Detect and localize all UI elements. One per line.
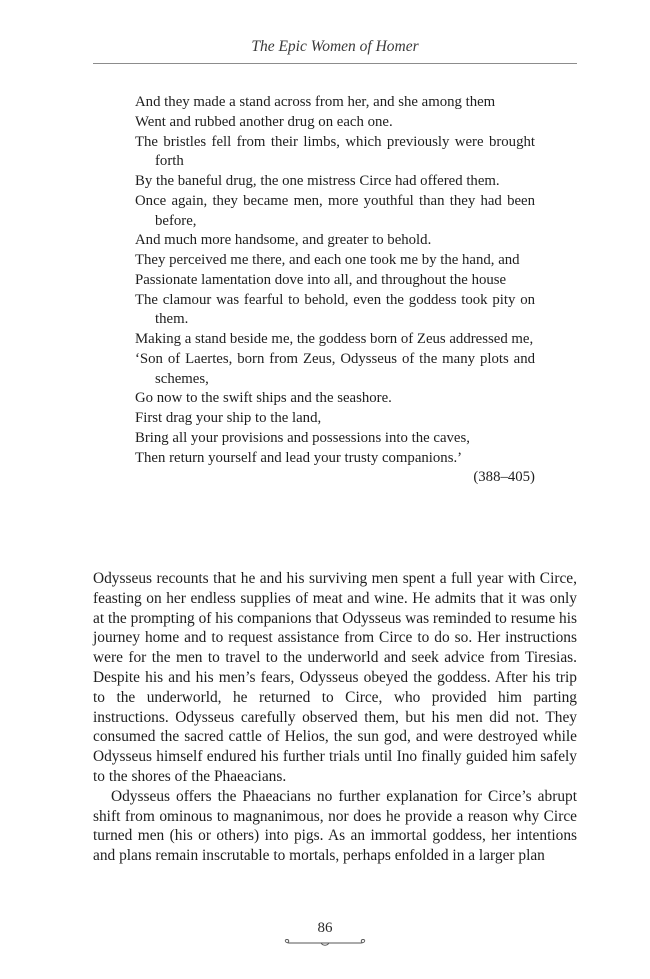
verse-quotation [135,93,535,488]
paragraph: Odysseus recounts that he and his surviving men spent a full year with Circe, feasting on her endless supplies of meat and wine. He admits that it was only at the prompting of his companions that Odysseus was reminded to resume his journey home and to request assistance from Circe to do so. Her instructions were for the men to travel to the underworld and seek advice from Tiresias. Despite his and his men’s fears, Odysseus obeyed the goddess. After his trip to the underworld, he returned to Circe, who provided him parting instructions. Odysseus carefully observed them, but his men did not. They consumed the sacred cattle of Helios, the sun god, and were destroyed while Odysseus himself endured his further trials until Ino finally guided him safely to the shores of the Phaeacians. [93,570,577,785]
verse-line: Then return yourself and lead your trusty companions.’ [135,449,463,466]
line-citation: (388–405) [473,469,535,486]
verse-line: They perceived me there, and each one took me by the hand, and [135,252,520,268]
verse-line: Making a stand beside me, the goddess born of Zeus addressed me, [135,331,534,347]
verse-line: Went and rubbed another drug on each one. [135,113,393,130]
verse-line: And they made a stand across from her, and she among them [135,94,496,110]
page-number: 86 [317,920,333,936]
verse-line: Go now to the swift ships and the seashore. [135,390,392,407]
verse-line: Bring all your provisions and possessions into the caves, [135,429,470,446]
folio-ornament-icon [283,938,367,948]
verse-line: ‘Son of Laertes, born from Zeus, Odysseus of the many plots and schemes, [135,350,535,387]
verse-line: First drag your ship to the land, [135,410,322,426]
verse-line: Passionate lamentation dove into all, and throughout the house [135,271,507,288]
paragraph: Odysseus offers the Phaeacians no further explanation for Circe’s abrupt shift from ominous to magnanimous, nor does he provide a reason why Circe turned men (his or others) into pigs. As an immortal goddess, her intentions and plans remain inscrutable to mortals, perhaps enfolded in a larger plan [93,787,577,865]
verse-line: By the baneful drug, the one mistress Circe had offered them. [135,173,500,189]
body-text [93,569,577,866]
verse-line: The clamour was fearful to behold, even the goddess took pity on them. [135,291,535,328]
verse-line: The bristles fell from their limbs, which previously were brought forth [135,133,535,170]
verse-line: Once again, they became men, more youthful than they had been before, [135,192,535,229]
verse-line: And much more handsome, and greater to behold. [135,232,432,249]
header-rule [93,63,577,64]
running-head: The Epic Women of Homer [251,38,419,55]
